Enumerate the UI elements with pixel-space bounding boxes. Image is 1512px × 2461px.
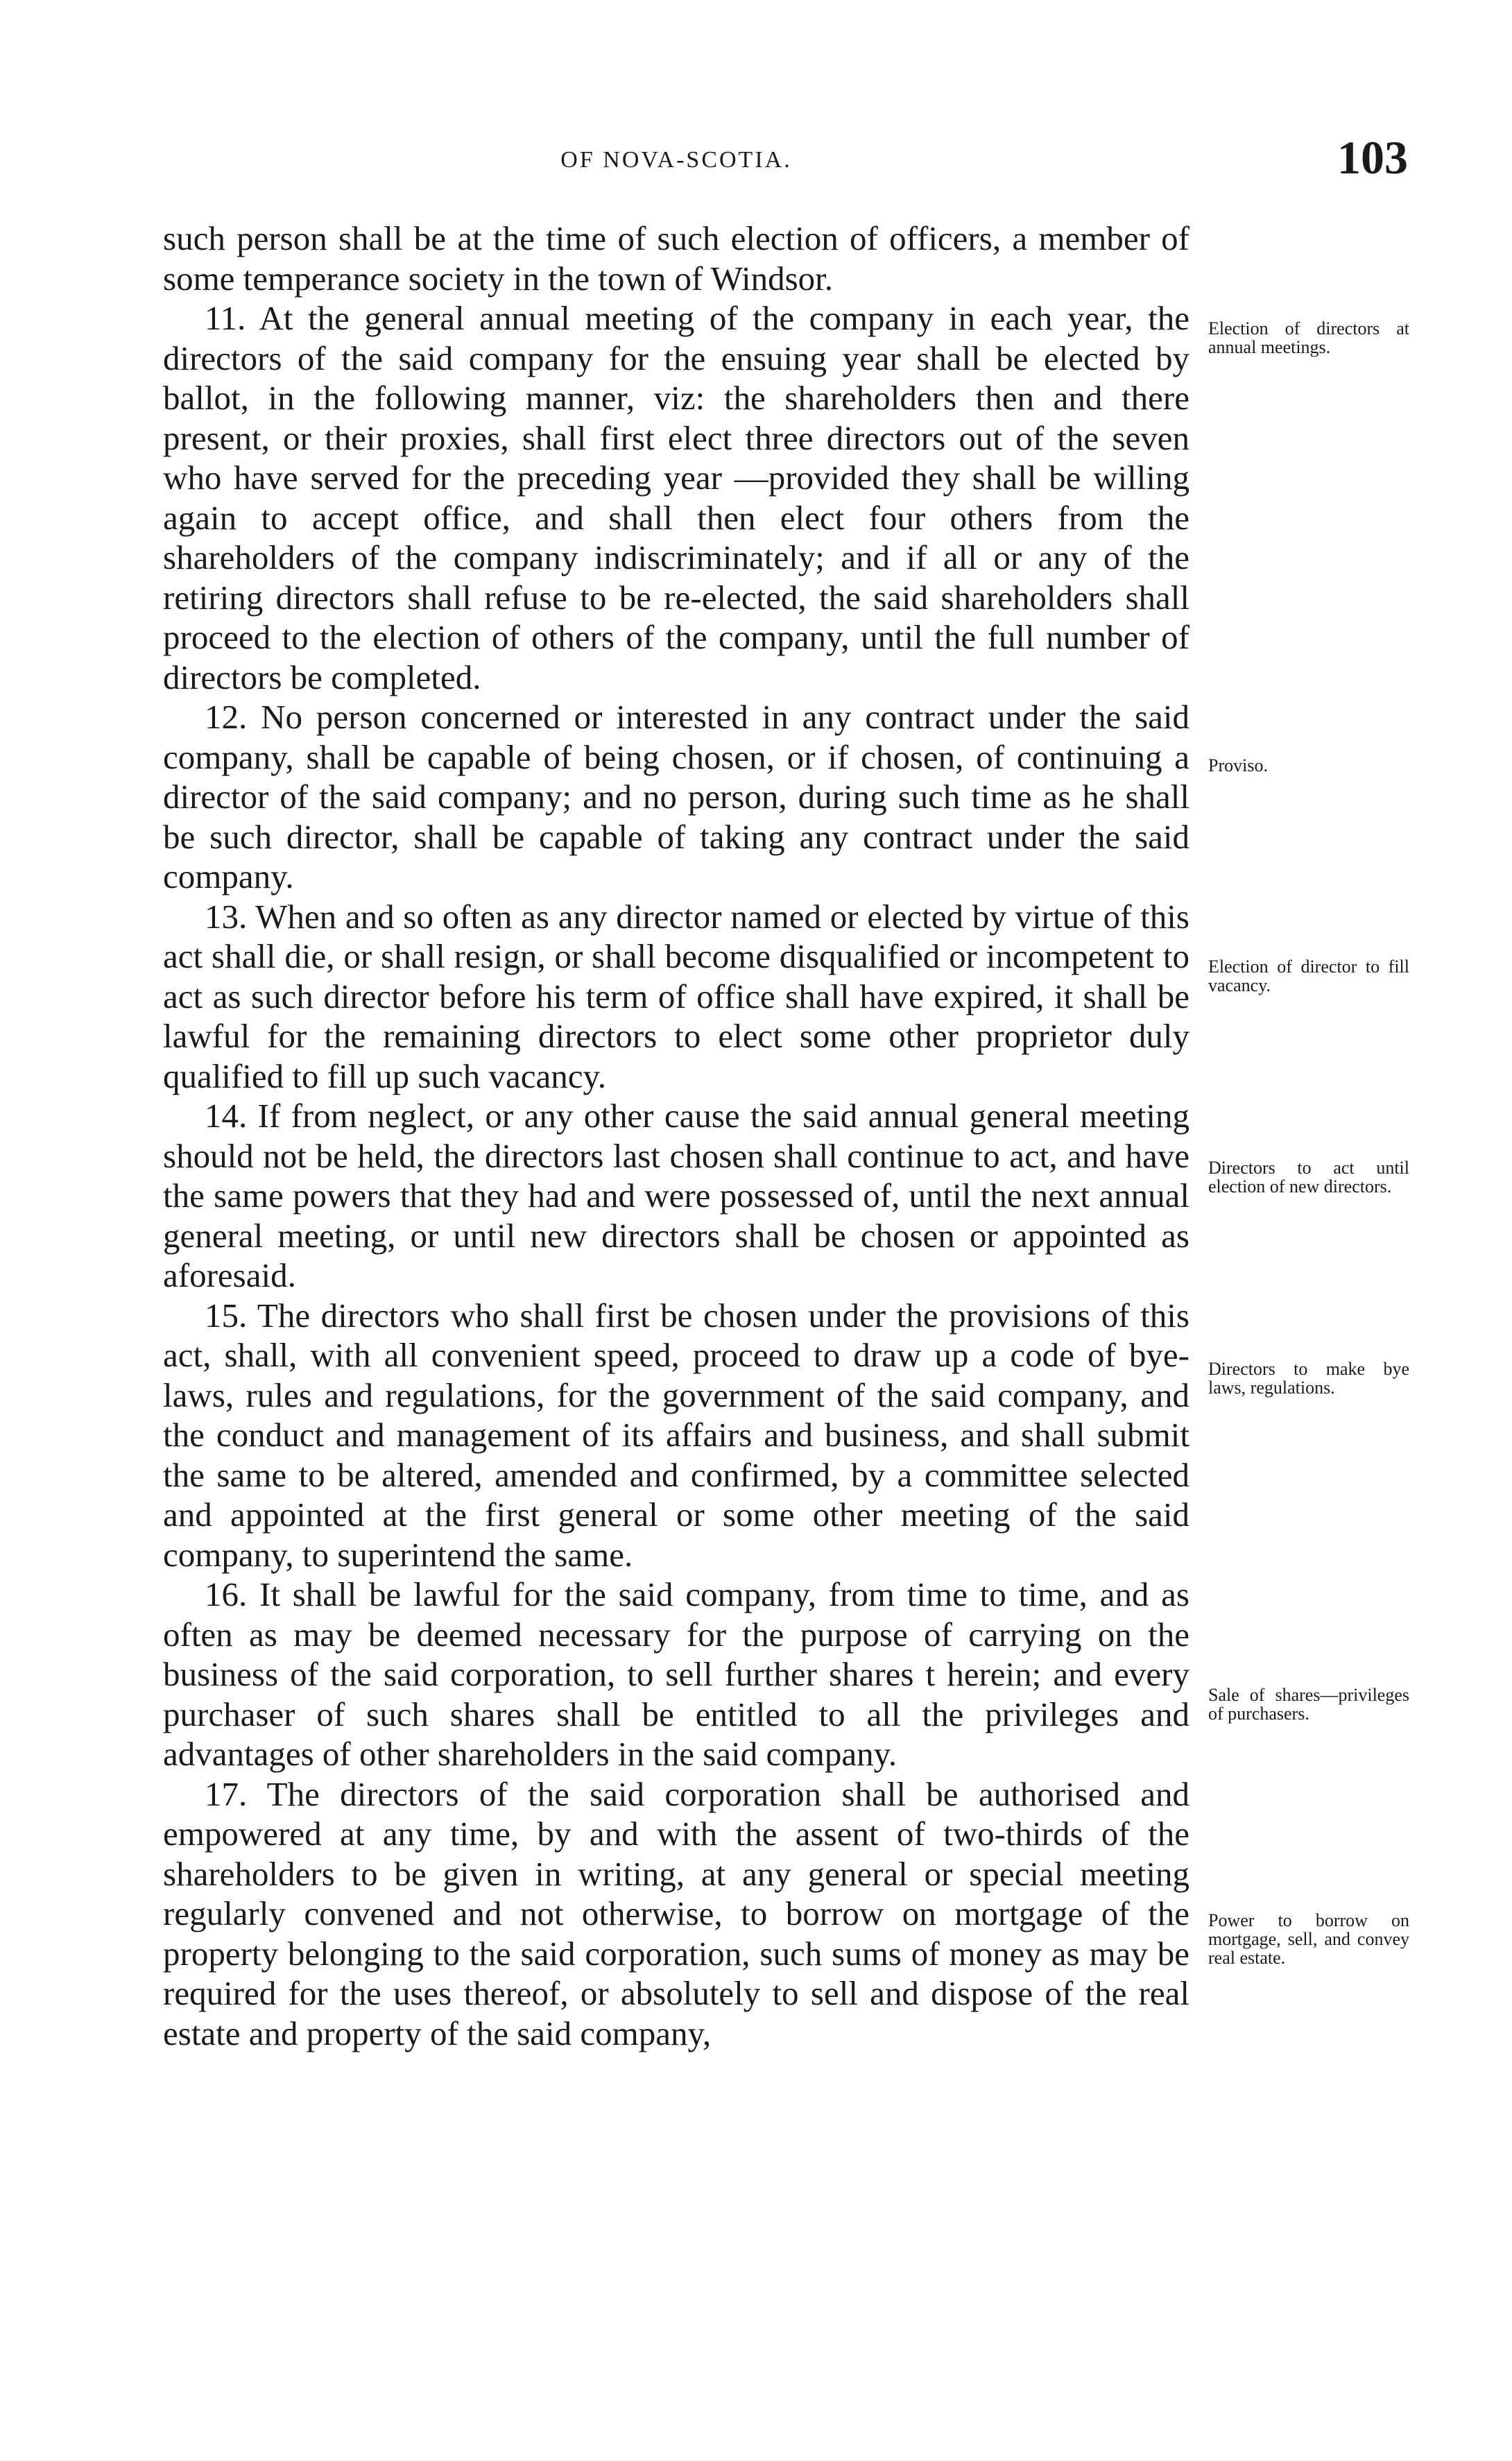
- continuation-paragraph: such person shall be at the time of such election of officers, a member of some temperance society in the town of Windsor.: [163, 219, 1189, 298]
- running-head: OF NOVA-SCOTIA.: [560, 147, 792, 173]
- section-text: It shall be lawful for the said company, from time to time, and as often as may be deemed necessary for the purpose of carrying on the business of the said corporation, to sell further shares t herein; and every purchaser of such shares shall be entitled to all the privileges and advantages of other shareholders in the said company.: [163, 1575, 1189, 1773]
- marginal-note-fill-vacancy: Election of director to fill vacancy.: [1208, 957, 1409, 995]
- section-text: At the general annual meeting of the company in each year, the directors of the said company for the ensuing year shall be elected by ballot, in the following manner, viz: the shareholders then and there present, or their proxies, shall first elect three directors out of the seven who have served for the preceding year —provided they shall be willing again to accept office, and shall then elect four others from the shareholders of the company indiscriminately; and if all or any of the retiring directors shall refuse to be re-elected, the said shareholders shall proceed to the election of others of the company, until the full number of directors be completed.: [163, 299, 1190, 696]
- section-text: No person concerned or interested in any contract under the said company, shall be capable of being chosen, or if chosen, of continuing a director of the said company; and no person, during such time as he shall be such director, shall be capable of taking any contract under the said company.: [163, 698, 1189, 895]
- section-text: The directors who shall first be chosen under the provisions of this act, shall, with all convenient speed, proceed to draw up a code of bye-laws, rules and regulations, for the government of the said company, and the conduct and management of its affairs and business, and shall submit the same to be altered, amended and confirmed, by a committee selected and appointed at the first general or some other meeting of the said company, to superintend the same.: [163, 1296, 1189, 1574]
- section-12: [163, 697, 1189, 897]
- marginal-note-proviso: Proviso.: [1208, 755, 1268, 775]
- section-number: 14.: [205, 1097, 248, 1135]
- section-number: 13.: [205, 897, 248, 936]
- section-11: [163, 298, 1189, 697]
- section-number: 17.: [205, 1774, 248, 1813]
- marginal-note-power-to-borrow: Power to borrow on mortgage, sell, and convey real estate.: [1208, 1910, 1409, 1968]
- section-number: 15.: [205, 1296, 248, 1335]
- marginal-note-sale-of-shares: Sale of shares—privileges of purchasers.: [1208, 1685, 1409, 1724]
- section-text: The directors of the said corporation shall be authorised and empowered at any time, by and with the assent of two-thirds of the shareholders to be given in writing, at any general or special meeting regularly convened and not otherwise, to borrow on mortgage of the property belonging to the said corporation, such sums of money as may be required for the uses thereof, or absolutely to sell and dispose of the real estate and property of the said company,: [163, 1774, 1189, 2052]
- marginal-note-election-of-directors: Election of directors at annual meetings.: [1208, 318, 1409, 357]
- marginal-note-bye-laws: Directors to make bye laws, regulations.: [1208, 1359, 1409, 1398]
- section-text: When and so often as any director named or elected by virtue of this act shall die, or shall resign, or shall become disqualified or incompetent to act as such director before his term of office shall have expired, it shall be lawful for the remaining directors to elect some other proprietor duly qualified to fill up such vacancy.: [163, 897, 1189, 1095]
- section-14: [163, 1096, 1189, 1296]
- section-number: 16.: [205, 1575, 248, 1613]
- marginal-note-directors-continue: Directors to act until election of new directors.: [1208, 1158, 1409, 1197]
- section-number: 11.: [205, 299, 246, 337]
- section-number: 12.: [205, 698, 248, 736]
- section-13: [163, 897, 1189, 1097]
- marginal-notes: [1208, 0, 1409, 2461]
- section-17: [163, 1774, 1189, 2054]
- body-text: [163, 218, 1189, 2053]
- section-15: [163, 1296, 1189, 1575]
- section-16: [163, 1575, 1189, 1774]
- page-number: 103: [1337, 131, 1408, 184]
- section-text: If from neglect, or any other cause the said annual general meeting should not be held, the directors last chosen shall continue to act, and have the same powers that they had and were possessed of, until the next annual general meeting, or until new directors shall be chosen or appointed as aforesaid.: [163, 1097, 1189, 1294]
